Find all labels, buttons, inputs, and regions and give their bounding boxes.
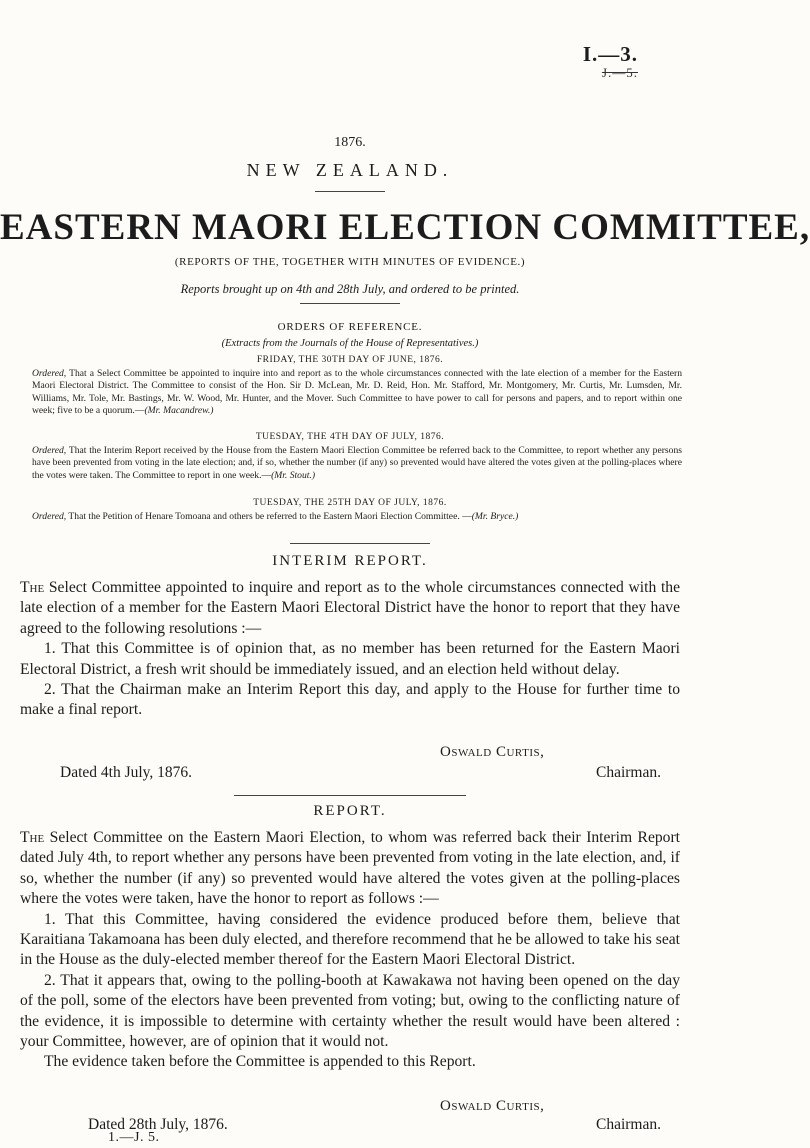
order-date: TUESDAY, THE 4TH DAY OF JULY, 1876. xyxy=(255,432,445,442)
divider xyxy=(315,191,385,192)
reports-printed-line: Reports brought up on 4th and 28th July, and ordered to be printed. xyxy=(180,282,520,296)
opening-word: The xyxy=(20,579,45,596)
report-paragraph-2: 2. That it appears that, owing to the polling-booth at Kawakawa not having been opened on the day of the poll, some of the electors have been prevented from voting; but, owing to the conflicting nature of the evidence, it is impossible to determine with certainty whether the result would have been altered : your Committee, however, are of opinion that it would not. xyxy=(20,971,680,1051)
report-paragraph-1: 1. That this Committee, having considered the evidence produced before them, believe that Karaitiana Takamoana has been duly elected, and therefore recommend that he be allowed to take his seat in the House as the duly-elected member thereof for the Eastern Maori Electoral District. xyxy=(20,910,680,969)
signatory-title: Chairman. xyxy=(596,1116,661,1133)
interim-intro: Select Committee appointed to inquire and report as to the whole circumstances connected with the late election of a member for the Eastern Maori Electoral District have the honor to report that they have agreed to the following resolutions :— xyxy=(20,579,680,637)
document-subtitle: (REPORTS OF THE, TOGETHER WITH MINUTES OF EVIDENCE.) xyxy=(174,256,526,268)
order-mover: (Mr. Macandrew.) xyxy=(144,405,214,417)
order-mover: (Mr. Stout.) xyxy=(271,469,316,481)
paper-number: I.—3. xyxy=(582,42,638,66)
report-paragraph-3: The evidence taken before the Committee is appended to this Report. xyxy=(44,1053,476,1071)
order-lead: Ordered, xyxy=(32,445,67,456)
resolution-1: 1. That this Committee is of opinion that, as no member has been returned for the Eastern Maori Electoral District, a fresh writ should be immediately issued, and an election held without delay. xyxy=(20,640,680,678)
divider xyxy=(300,303,400,304)
opening-word: The xyxy=(20,829,45,846)
orders-of-reference-heading: ORDERS OF REFERENCE. xyxy=(277,321,423,333)
divider xyxy=(234,795,466,796)
order-of-reference xyxy=(18,445,682,482)
signatory-name: Oswald Curtis, xyxy=(440,744,545,760)
order-lead: Ordered, xyxy=(32,511,67,522)
order-date: FRIDAY, THE 30TH DAY OF JUNE, 1876. xyxy=(256,355,444,365)
interim-date: Dated 4th July, 1876. xyxy=(60,764,193,781)
order-of-reference xyxy=(18,511,682,523)
document-title: EASTERN MAORI ELECTION COMMITTEE, xyxy=(0,207,810,248)
order-text: That the Interim Report received by the House from the Eastern Maori Election Committee be referred back to the Committee, to report whether any persons have been prevented from voting in the late election; and, if so, whether the number (if any) so prevented would have altered the votes given at the polling-places where the votes were taken. The Committee to report in one week.— xyxy=(32,445,682,481)
order-mover: (Mr. Bryce.) xyxy=(471,511,519,522)
report-body xyxy=(20,828,680,1073)
signatory-title: Chairman. xyxy=(596,764,661,781)
order-of-reference xyxy=(18,368,682,418)
journal-extracts-note: (Extracts from the Journals of the House of Representatives.) xyxy=(221,338,479,349)
resolution-2: 2. That the Chairman make an Interim Report this day, and apply to the House for further time to make a final report. xyxy=(20,681,680,719)
year: 1876. xyxy=(334,135,366,150)
order-text: That the Petition of Henare Tomoana and others be referred to the Eastern Maori Election Committee. — xyxy=(66,511,472,522)
country-heading: NEW ZEALAND. xyxy=(246,160,454,180)
report-title: REPORT. xyxy=(313,803,387,819)
divider xyxy=(290,543,430,544)
footer-reference: 1.—J. 5. xyxy=(108,1130,160,1145)
report-date: Dated 28th July, 1876. xyxy=(88,1116,228,1133)
order-lead: Ordered, xyxy=(32,368,67,379)
interim-report-title: INTERIM REPORT. xyxy=(272,553,428,569)
signatory-name: Oswald Curtis, xyxy=(440,1098,545,1114)
paper-reference xyxy=(583,42,638,81)
order-text: That a Select Committee be appointed to inquire into and report as to the whole circumstances connected with the late election of a member for the Eastern Maori Electoral District. The Committee to consist of the Hon. Sir D. McLean, Mr. D. Reid, Hon. Mr. Stafford, Mr. Montgomery, Mr. Curtis, Mr. Lumsden, Mr. Williams, Mr. Tole, Mr. Bastings, Mr. W. Wood, Mr. Hunter, and the Mover. Such Committee to have power to call for persons and papers, and to report within one week; five to be a quorum.— xyxy=(32,368,682,417)
order-date: TUESDAY, THE 25TH DAY OF JULY, 1876. xyxy=(253,498,447,508)
interim-report-body xyxy=(20,578,680,721)
report-intro: Select Committee on the Eastern Maori Election, to whom was referred back their Interim Report dated July 4th, to report whether any persons have been prevented from voting in the late election, and, if so, whether the number (if any) so prevented would have altered the votes given at the polling-places where the votes were taken, have the honor to report as follows :— xyxy=(20,829,680,908)
struck-paper-number: J.—5. xyxy=(601,65,638,80)
